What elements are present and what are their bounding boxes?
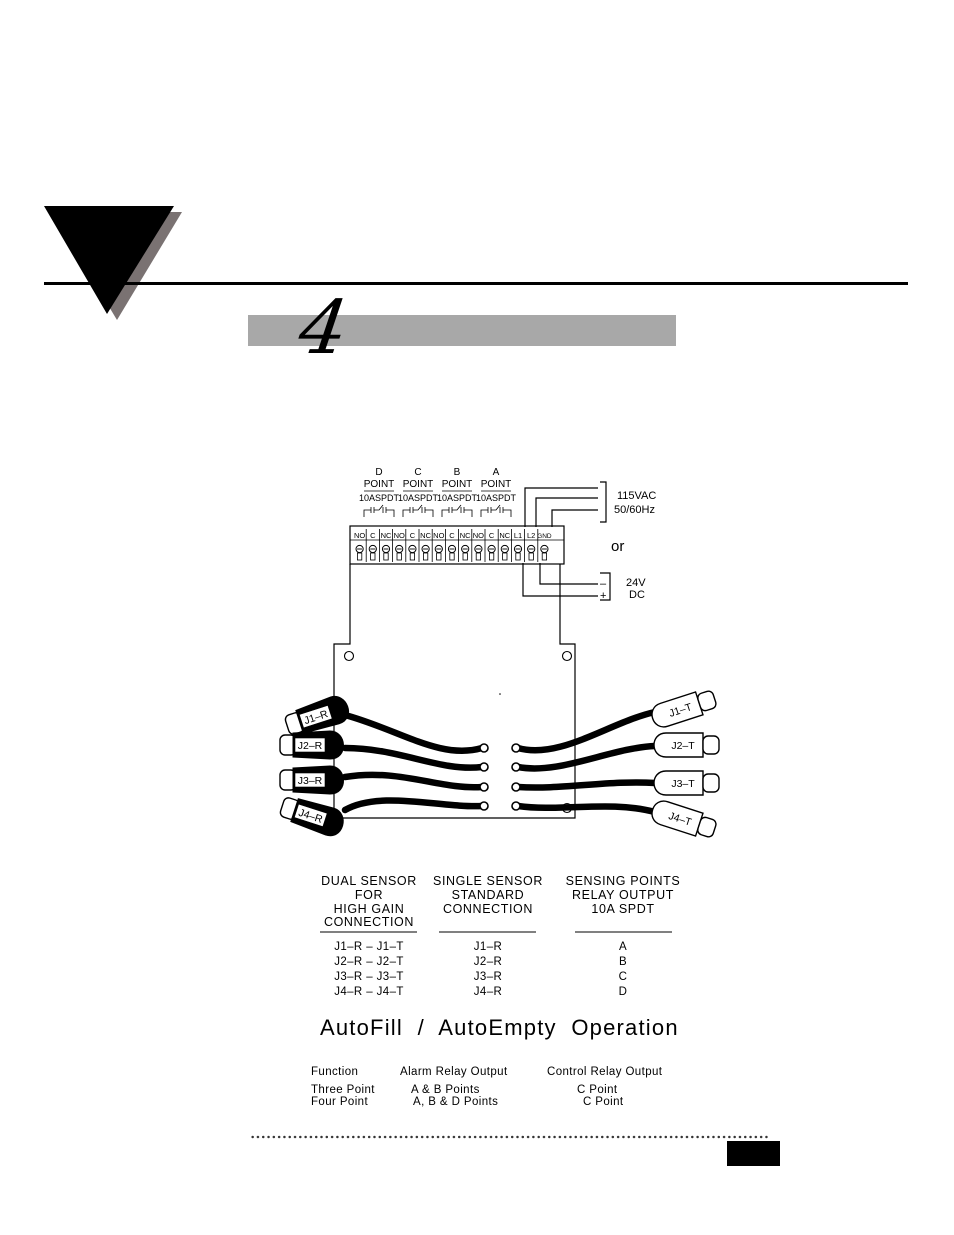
- relay-rating: 10ASPDT: [475, 493, 517, 503]
- function-table-cell: C Point: [577, 1084, 618, 1096]
- cable-hole: [512, 783, 520, 791]
- ac-supply-wiring: [525, 482, 606, 527]
- transmitter-sensor: [649, 687, 718, 730]
- receiver-sensor: [280, 731, 344, 759]
- transmitter-sensors: [649, 687, 719, 841]
- sensing-row: C: [618, 971, 628, 983]
- dc-minus-sign: –: [600, 578, 607, 590]
- receiver-sensor: [280, 766, 344, 794]
- single-row: J2–R: [473, 956, 503, 968]
- dc-supply-type: DC: [629, 589, 645, 601]
- terminal-label: C: [370, 531, 376, 540]
- cable-hole: [512, 802, 520, 810]
- receiver-label: J2–R: [297, 740, 323, 752]
- header-rule: [44, 282, 908, 285]
- terminal-label: L1: [513, 531, 523, 540]
- function-table-header: Alarm Relay Output: [400, 1066, 508, 1078]
- function-table-header: Function: [311, 1066, 359, 1078]
- relay-point-headers: [359, 467, 517, 517]
- mounting-hole: [345, 652, 354, 661]
- transmitter-label: J1–T: [667, 701, 694, 720]
- terminal-label: NC: [420, 531, 432, 540]
- terminal-label: L2: [527, 531, 536, 540]
- relay-contact-symbol: [442, 505, 472, 517]
- footer-dotted-rule: [250, 1134, 770, 1140]
- sensor-cables: [345, 712, 655, 812]
- cable-hole: [480, 744, 488, 752]
- relay-rating: 10ASPDT: [358, 493, 400, 503]
- page-number-tab: [727, 1141, 780, 1166]
- receiver-sensor: [278, 793, 347, 839]
- dc-supply-voltage: 24V: [626, 577, 646, 589]
- operation-caption: AutoFill / AutoEmpty Operation: [320, 1015, 679, 1040]
- transmitter-label: J4–T: [666, 810, 693, 829]
- dual-row: J1–R – J1–T: [334, 941, 404, 953]
- circuit-board-outline: [334, 564, 575, 818]
- transmitter-sensor: [654, 733, 719, 757]
- function-table-cell: Three Point: [311, 1084, 375, 1096]
- wiring-diagram: [0, 440, 954, 850]
- function-table-cell: Four Point: [311, 1096, 369, 1108]
- relay-rating: 10ASPDT: [397, 493, 439, 503]
- cable-entry-holes: [480, 744, 520, 810]
- relay-point-letter: D: [375, 467, 383, 478]
- relay-point-letter: C: [414, 467, 422, 478]
- function-table-header: Control Relay Output: [547, 1066, 663, 1078]
- sensing-heading: 10A SPDT: [591, 902, 655, 916]
- sensing-heading: SENSING POINTS: [565, 874, 681, 888]
- single-heading: STANDARD: [451, 888, 525, 902]
- relay-point-word: POINT: [402, 479, 434, 490]
- receiver-label: J3–R: [297, 775, 323, 787]
- sensing-row: A: [618, 941, 628, 953]
- terminal-label: NO: [472, 531, 485, 540]
- dual-heading: CONNECTION: [323, 915, 415, 929]
- or-separator: or: [611, 538, 625, 555]
- receiver-label: J1–R: [302, 708, 330, 728]
- dual-row: J3–R – J3–T: [334, 971, 404, 983]
- dual-heading: FOR: [354, 888, 384, 902]
- relay-rating: 10ASPDT: [436, 493, 478, 503]
- terminal-label: GND: [537, 533, 552, 540]
- mounting-hole: [563, 652, 572, 661]
- sensing-row: B: [618, 956, 628, 968]
- single-row: J3–R: [473, 971, 503, 983]
- transmitter-sensor: [654, 771, 719, 795]
- terminal-label: NO: [353, 531, 366, 540]
- relay-contact-symbol: [481, 505, 511, 517]
- cable-hole: [512, 744, 520, 752]
- function-table: [300, 1060, 700, 1115]
- ac-supply-frequency: 50/60Hz: [614, 504, 655, 516]
- section-triangle-icon: [40, 200, 190, 325]
- function-table-cell: A, B & D Points: [413, 1096, 499, 1108]
- terminal-label: C: [449, 531, 455, 540]
- cable-hole: [480, 783, 488, 791]
- single-row: J4–R: [473, 986, 503, 998]
- sensing-heading: RELAY OUTPUT: [572, 888, 674, 902]
- dual-heading: HIGH GAIN: [333, 902, 405, 916]
- dual-row: J2–R – J2–T: [334, 956, 404, 968]
- relay-point-word: POINT: [480, 479, 512, 490]
- single-row: J1–R: [473, 941, 503, 953]
- terminal-label: C: [488, 531, 495, 540]
- single-heading: SINGLE SENSOR: [433, 874, 543, 888]
- terminal-label: NC: [499, 531, 511, 540]
- ac-supply-voltage: 115VAC: [617, 490, 657, 502]
- sensing-row: D: [618, 986, 628, 998]
- connection-table: [300, 870, 700, 1000]
- cable-hole: [480, 802, 488, 810]
- relay-point-letter: A: [492, 467, 500, 478]
- transmitter-sensor: [649, 798, 718, 841]
- receiver-label: J4–R: [296, 806, 324, 826]
- dc-supply-wiring: [523, 563, 610, 600]
- dual-heading: DUAL SENSOR: [321, 874, 417, 888]
- function-table-cell: A & B Points: [411, 1084, 480, 1096]
- transmitter-label: J3–T: [671, 778, 695, 790]
- single-heading: CONNECTION: [442, 902, 534, 916]
- cable-hole: [512, 763, 520, 771]
- transmitter-label: J2–T: [671, 740, 695, 752]
- relay-contact-symbol: [364, 505, 394, 517]
- terminal-label: C: [409, 531, 416, 540]
- terminal-label: NC: [459, 531, 471, 540]
- relay-point-word: POINT: [363, 479, 395, 490]
- dc-plus-sign: +: [600, 590, 607, 602]
- terminal-label: NO: [393, 531, 405, 540]
- relay-contact-symbol: [403, 505, 433, 517]
- chapter-number: 4: [293, 285, 354, 371]
- receiver-sensors: [278, 693, 352, 839]
- relay-point-letter: B: [453, 467, 461, 478]
- cable-hole: [480, 763, 488, 771]
- function-table-cell: C Point: [583, 1096, 624, 1108]
- dual-row: J4–R – J4–T: [334, 986, 404, 998]
- terminal-label: NO: [433, 531, 445, 540]
- terminal-label: NC: [380, 531, 392, 540]
- relay-point-word: POINT: [441, 479, 473, 490]
